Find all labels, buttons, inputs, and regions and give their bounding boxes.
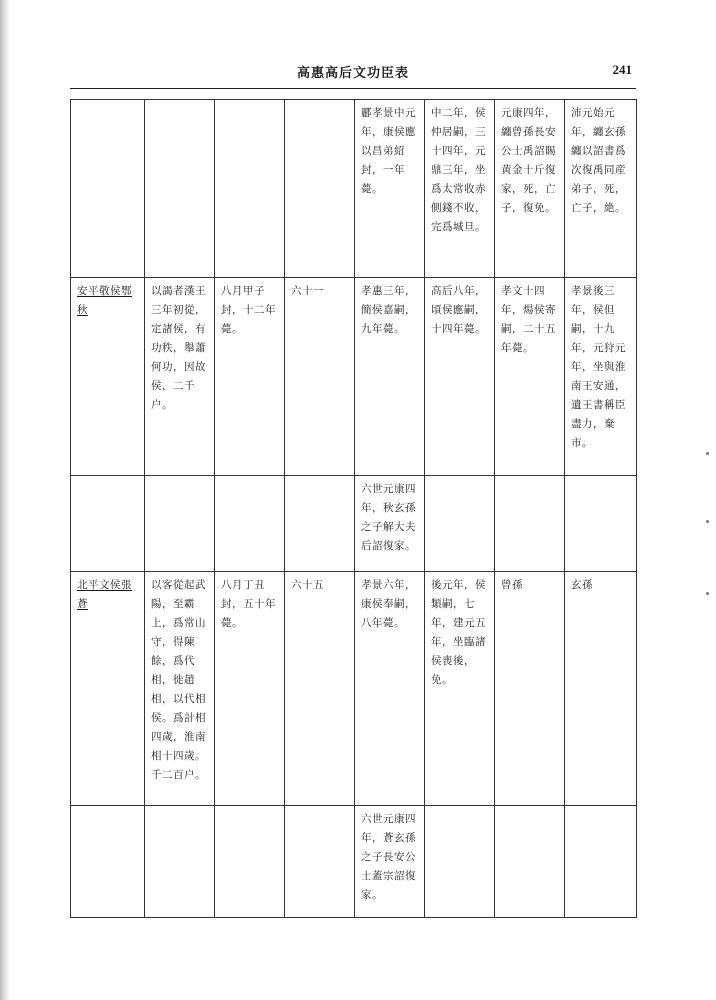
- table-cell: 六十一: [285, 278, 355, 476]
- table-cell: [425, 806, 495, 918]
- marquis-table: [70, 99, 637, 918]
- table-cell: [215, 476, 285, 572]
- table-cell: [565, 476, 637, 572]
- table-cell: [425, 476, 495, 572]
- table-cell: [145, 100, 215, 278]
- table-cell: 六十五: [285, 572, 355, 806]
- page-number: 241: [612, 62, 632, 77]
- table-cell: 孝景六年，康侯奉嗣，八年薨。: [355, 572, 425, 806]
- table-cell: 孝惠三年，簡侯嘉嗣，九年薨。: [355, 278, 425, 476]
- table-cell: 高后八年，頃侯應嗣，十四年薨。: [425, 278, 495, 476]
- table-cell: 中二年，侯仲居嗣，三十四年，元鼎三年，坐爲太常收赤側錢不收，完爲城旦。: [425, 100, 495, 278]
- table-cell: [285, 100, 355, 278]
- table-cell: [215, 100, 285, 278]
- marquis-name: 安平敬侯鄂秋: [71, 278, 145, 476]
- header-rule: [70, 88, 636, 89]
- table-cell: 八月丁丑封，五十年薨。: [215, 572, 285, 806]
- table-cell: 六世元康四年，蒼玄孫之子長安公士蓋宗詔復家。: [355, 806, 425, 918]
- table-cell: [285, 806, 355, 918]
- table-cell: 孝景後三年，侯但嗣，十九年，元狩元年，坐與淮南王安通，遺王書稱臣盡力，棄市。: [565, 278, 637, 476]
- table-cell: 玄孫: [565, 572, 637, 806]
- table-cell: [285, 476, 355, 572]
- table-row: [71, 476, 637, 572]
- table-cell: [71, 476, 145, 572]
- running-title: 高惠高后文功臣表: [296, 66, 409, 81]
- scan-speck: [706, 452, 709, 455]
- scan-speck: [706, 592, 709, 595]
- page-header: [70, 62, 636, 84]
- table-cell: 八月甲子封，十二年薨。: [215, 278, 285, 476]
- table-cell: 以謁者漢王三年初從，定諸侯，有功秩，舉蕭何功，因故侯，二千户。: [145, 278, 215, 476]
- table-cell: [495, 806, 565, 918]
- table-cell: 六世元康四年，秋玄孫之子解大夫后詔復家。: [355, 476, 425, 572]
- table-cell: 以客從起武陽，至霸上，爲常山守，得陳餘，爲代相，徙趙相，以代相侯。爲計相四歲，淮南相十四歲。千二百户。: [145, 572, 215, 806]
- table-cell: [71, 100, 145, 278]
- table-cell: 曾孫: [495, 572, 565, 806]
- table-cell: [215, 806, 285, 918]
- table-cell: [565, 806, 637, 918]
- marquis-name: 北平文侯張蒼: [71, 572, 145, 806]
- table-row: [71, 572, 637, 806]
- table-cell: 元康四年，纏曾孫長安公士禹詔賜黄金十斤復家，死，亡子，復免。: [495, 100, 565, 278]
- table-cell: [145, 806, 215, 918]
- table-row: [71, 278, 637, 476]
- book-binding-shadow: [0, 0, 10, 1000]
- table-cell: [71, 806, 145, 918]
- table-row: [71, 100, 637, 278]
- scan-speck: [706, 520, 709, 523]
- table-cell: 後元年，侯類嗣，七年，建元五年，坐臨諸侯喪後，免。: [425, 572, 495, 806]
- table-row: [71, 806, 637, 918]
- table-cell: 孝文十四年，煬侯寄嗣，二十五年薨。: [495, 278, 565, 476]
- table-cell: [495, 476, 565, 572]
- table-cell: [145, 476, 215, 572]
- table-cell: 沛元始元年，纏玄孫纏以詔書爲次復禹同産弟子，死，亡子，絶。: [565, 100, 637, 278]
- table-cell: 酈孝景中元年，康侯應以昌弟紹封，一年薨。: [355, 100, 425, 278]
